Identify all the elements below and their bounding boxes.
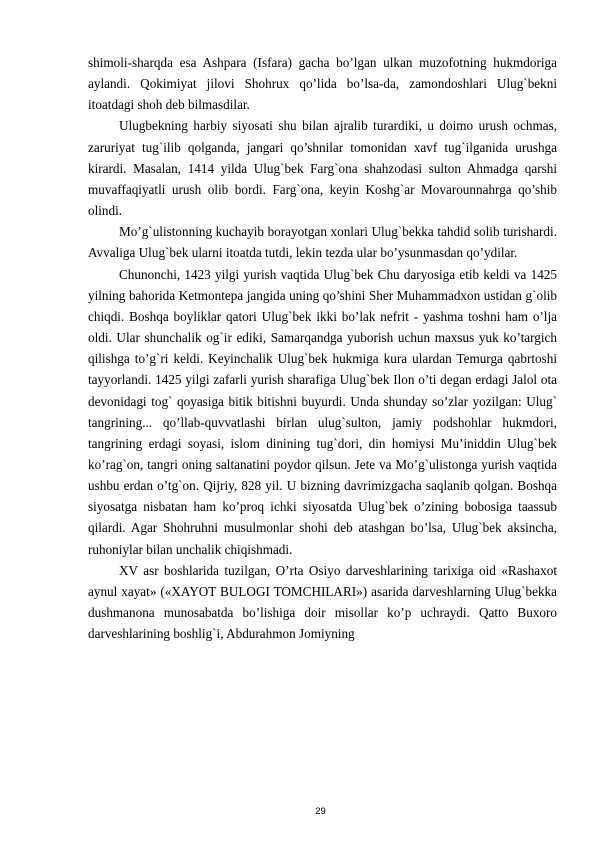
page-number: 29 — [315, 806, 326, 817]
paragraph-1423-campaign: Chunonchi, 1423 yilgi yurish vaqtida Ulug`bek Chu daryosiga etib keldi va 1425 yilning bahorida Ketmontepa jangida uning qo’shini Sher Muhammadxon ustidan g`olib chiqdi. Boshqa boyliklar qatori Ulug`bek ikki bo’lak nefrit - yashma toshni ham o’lja oldi. Ular shunchalik og`ir ediki, Samarqandga yuborish uchun maxsus yuk ko’targich qilishga to’g`ri keldi. Keyinchalik Ulug`bek hukmiga kura ulardan Temurga qabrtoshi tayyorlandi. 1425 yilgi zafarli yurish sharafiga Ulug`bek Ilon o’ti degan erdagi Jalol ota devonidagi tog` qoyasiga bitik bitishni buyurdi. Unda shunday so’zlar yozilgan: Ulug` tangrining... qo’llab-quvvatlashi birlan ulug`sulton, jamiy podshohlar hukmdori, tangrining erdagi soyasi, islom dinining tug`dori, din homiysi Mu’iniddin Ulug`bek ko’rag`on, tangri oning saltanatini poydor qilsun. Jete va Mo’g`ulistonga yurish vaqtida ushbu erdan o’tg`on. Qijriy, 828 yil. U bizning davrimizgacha saqlanib qolgan. Boshqa siyosatga nisbatan ham ko’proq ichki siyosatda Ulug`bek o’zining bobosiga taassub qilardi. Agar Shohruhni musulmonlar shohi deb atashgan bo’lsa, Ulug`bek aksincha, ruhoniylar bilan unchalik chiqishmadi. — [88, 266, 557, 557]
paragraph-dervishes: XV asr boshlarida tuzilgan, O’rta Osiyo darveshlarining tarixiga oid «Rashaxot aynul xayat» («XAYOT BULOGI TOMCHILARI») asarida darveshlarning Ulug`bekka dushmanona munosabatda bo’lishiga doir misollar ko’p uchraydi. Qatto Buxoro darveshlarining boshlig`i, Abdurahmon Jomiyning — [88, 562, 557, 642]
paragraph-military-policy: Ulugbekning harbiy siyosati shu bilan ajralib turardiki, u doimo urush ochmas, zaruriyat tug`ilib qolganda, jangari qo’shnilar tomonidan xavf tug`ilganida urushga kirardi. Masalan, 1414 yilda Ulug`bek Farg`ona shahzodasi sulton Ahmadga qarshi muvaffaqiyatli urush olib bordi. Farg`ona, keyin Koshg`ar Movarounnahrga qo’shib olindi. — [88, 118, 557, 219]
document-body — [88, 52, 557, 644]
paragraph-continuation: shimoli-sharqda esa Ashpara (Isfara) gacha bo’lgan ulkan muzofotning hukmdoriga aylandi. Qokimiyat jilovi Shohrux qo’lida bo’lsa-da, zamondoshlari Ulug`bekni itoatdagi shoh deb bilmasdilar. — [88, 55, 557, 113]
paragraph-mogulistan-khans: Mo’g`ulistonning kuchayib borayotgan xonlari Ulug`bekka tahdid solib turishardi. Avvaliga Ulug`bek ularni itoatda tutdi, lekin tezda ular bo’ysunmasdan qo’ydilar. — [88, 224, 557, 261]
